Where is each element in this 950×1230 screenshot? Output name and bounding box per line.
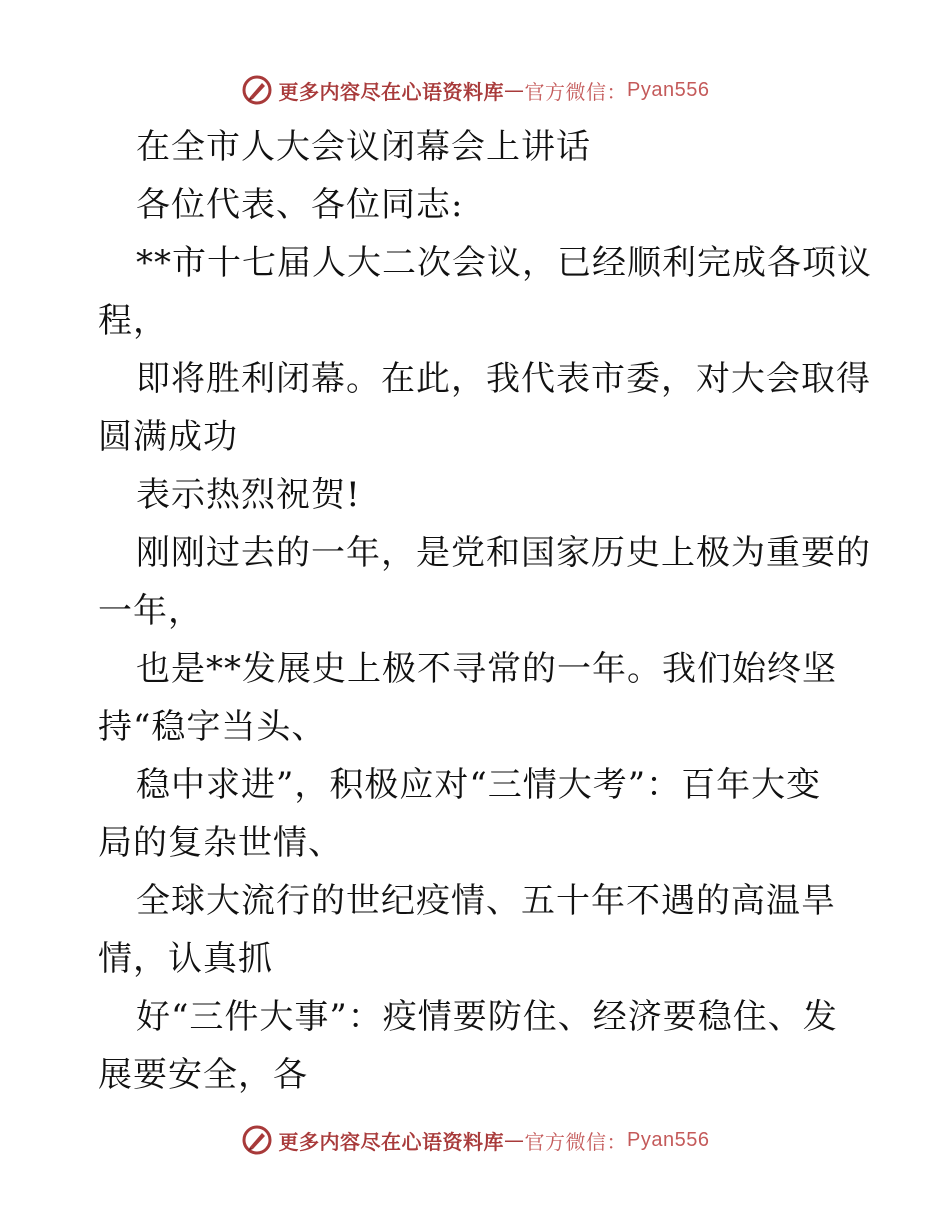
- paragraph-line: 展要安全，各: [98, 1055, 308, 1095]
- pen-logo-icon: [241, 1124, 273, 1156]
- paragraph-line: 持“稳字当头、: [98, 707, 327, 747]
- paragraph-line: 全球大流行的世纪疫情、五十年不遇的高温旱: [136, 881, 836, 921]
- paragraph-line: 表示热烈祝贺!: [136, 475, 361, 515]
- paragraph-line: 局的复杂世情、: [98, 823, 343, 863]
- salutation: 各位代表、各位同志:: [136, 185, 464, 225]
- paragraph-line: 即将胜利闭幕。在此，我代表市委，对大会取得: [136, 359, 871, 399]
- footer-wechat-label: 官方微信：: [524, 1129, 628, 1154]
- paragraph-line: 情，认真抓: [98, 939, 273, 979]
- header-separator: —: [504, 78, 525, 102]
- paragraph-line: 刚刚过去的一年，是党和国家历史上极为重要的: [136, 533, 871, 573]
- header-wechat-label: 官方微信：: [524, 79, 628, 104]
- document-body: [98, 118, 872, 1104]
- paragraph-line: 圆满成功: [98, 417, 238, 457]
- footer-site-text: 更多内容尽在心语资料库: [278, 1129, 505, 1154]
- footer-banner: [0, 1120, 950, 1160]
- paragraph-line: 好“三件大事”：疫情要防住、经济要稳住、发: [136, 997, 838, 1037]
- header-banner: [0, 70, 950, 110]
- pen-logo-icon: [241, 74, 273, 106]
- paragraph-line: 也是**发展史上极不寻常的一年。我们始终坚: [136, 649, 837, 689]
- paragraph-line: 稳中求进”，积极应对“三情大考”：百年大变: [136, 765, 822, 805]
- footer-separator: —: [504, 1128, 525, 1152]
- paragraph-line: 一年，: [98, 591, 203, 631]
- document-title: 在全市人大会议闭幕会上讲话: [136, 127, 591, 167]
- paragraph-line: **市十七届人大二次会议，已经顺利完成各项议: [136, 243, 872, 283]
- paragraph-line: 程，: [98, 301, 168, 341]
- header-wechat-id: Pyan556: [627, 78, 710, 101]
- header-site-text: 更多内容尽在心语资料库: [278, 79, 505, 104]
- footer-wechat-id: Pyan556: [627, 1128, 710, 1151]
